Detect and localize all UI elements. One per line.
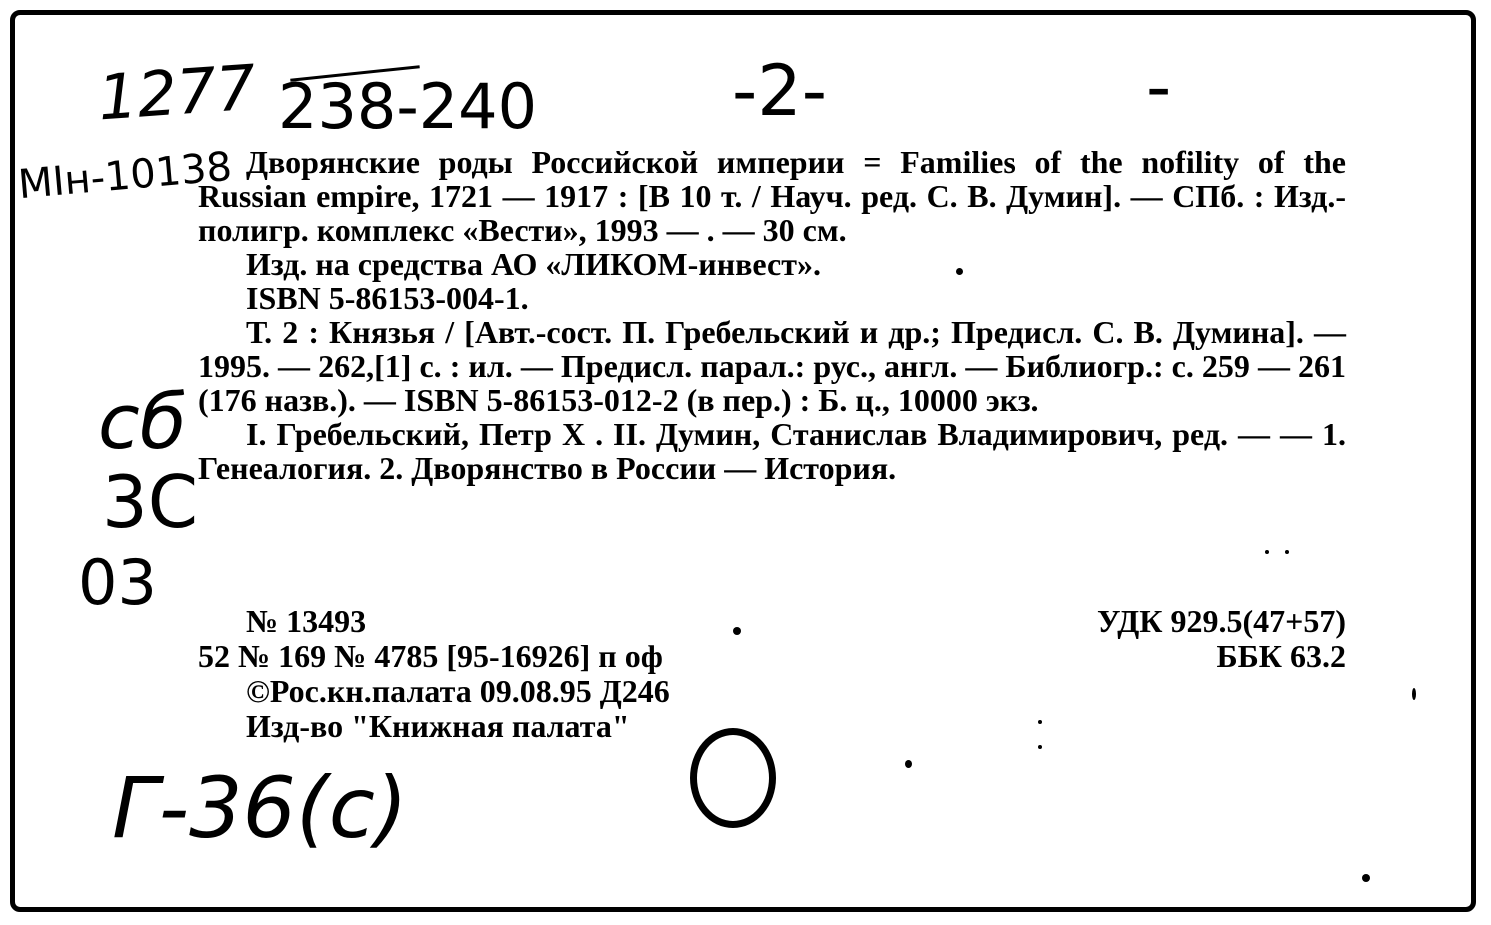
scan-speck [1038, 720, 1042, 724]
scan-speck [905, 760, 912, 768]
scan-speck [733, 627, 741, 635]
numbers-line: 52 № 169 № 4785 [95-16926] п оф [198, 638, 663, 674]
footer-right [1097, 604, 1346, 674]
entry-funding: Изд. на средства АО «ЛИКОМ-инвест». [246, 246, 821, 282]
scan-speck [1362, 874, 1370, 882]
publisher-line: Изд-во "Книжная палата" [246, 708, 630, 744]
handwritten-margin-2: 3С [102, 460, 199, 544]
handwritten-number: 1277 [95, 50, 259, 135]
record-number: № 13493 [246, 603, 367, 639]
scan-speck [1412, 688, 1416, 700]
udk-code: УДК 929.5(47+57) [1096, 603, 1346, 639]
copyright-line: ©Рос.кн.палата 09.08.95 Д246 [246, 673, 670, 709]
handwritten-left-code: MIн-10138 [16, 143, 234, 209]
scan-speck [956, 268, 963, 275]
handwritten-bottom: Г-36(с) [112, 759, 408, 857]
handwritten-margin-3: 03 [78, 546, 157, 619]
bibliographic-entry [198, 145, 1346, 485]
scan-speck [1285, 550, 1289, 554]
bbk-code: ББК 63.2 [1216, 638, 1346, 674]
handwritten-margin-1: сб [98, 377, 187, 466]
handwritten-range: 238-240 [278, 70, 538, 143]
entry-main: Дворянские роды Российской империи = Families of the nofility of the Russian empire, 1721 — 1917 : [В 10 т. / Науч. ред. С. В. Думин]. — СПб. : Изд.-полигр. комплекс «Вести», 1993 — . — 30 см. [198, 144, 1346, 248]
scan-speck [1265, 550, 1269, 554]
hand-drawn-circle [690, 728, 776, 828]
entry-volume: Т. 2 : Князья / [Авт.-сост. П. Гребельский и др.; Предисл. С. В. Думина]. — 1995. — 262,[1] с. : ил. — Предисл. парал.: рус., англ. — Библиогр.: с. 259 — 261 (176 назв.). — ISBN 5-86153-012-2 (в пер.) : Б. ц., 10000 экз. [198, 314, 1346, 418]
entry-tracings: I. Гребельский, Петр Х . II. Думин, Станислав Владимирович, ред. — — 1. Генеалогия. 2. Дворянство в России — История. [198, 416, 1346, 486]
handwritten-center-mark: -2- [732, 50, 828, 132]
entry-isbn: ISBN 5-86153-004-1. [246, 280, 529, 316]
footer-left [198, 604, 670, 744]
handwritten-right-mark: - [1146, 46, 1172, 128]
scan-speck [1038, 745, 1042, 749]
